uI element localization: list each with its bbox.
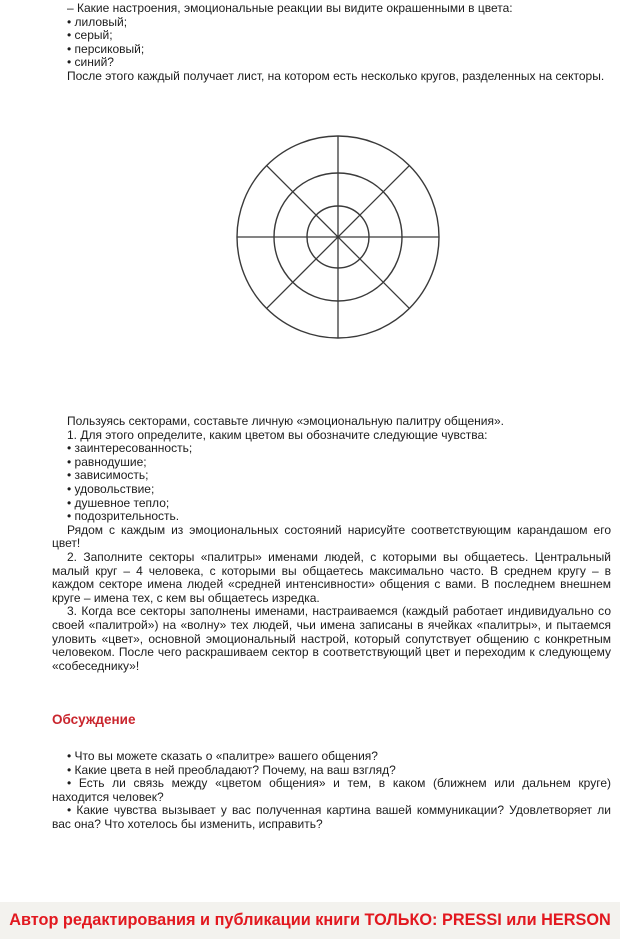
feeling-item-pleasure: • удовольствие; — [67, 481, 155, 496]
intro-section — [52, 2, 611, 84]
feeling-item-interest: • заинтересованность; — [67, 441, 193, 456]
feeling-item-warmth: • душевное тепло; — [67, 495, 170, 510]
feeling-item-dependence: • зависимость; — [67, 468, 149, 483]
instructions-step2: 2. Заполните секторы «палитры» именами людей, с которыми вы общаетесь. Центральный малый круг – 4 человека, с которыми вы общаетесь максимально часто. В среднем кругу – в каждом секторе имена людей «средней интенсивности» общения с вами. В последнем внешнем круге – имена тех, с кем вы общаетесь изредка. — [52, 549, 611, 605]
color-option-gray: • серый; — [67, 28, 113, 43]
footer-text: Автор редактирования и публикации книги ТОЛЬКО: PRESSI или HERSON — [9, 911, 611, 929]
instructions-lead: Пользуясь секторами, составьте личную «эмоциональную палитру общения». — [67, 414, 505, 428]
feeling-item-suspicion: • подозрительность. — [67, 509, 180, 524]
instructions-note: Рядом с каждым из эмоциональных состояний нарисуйте соответствующим карандашом его цвет! — [52, 522, 611, 551]
instructions-section — [52, 415, 611, 673]
communication-palette-diagram — [234, 133, 442, 341]
instructions-step3: 3. Когда все секторы заполнены именами, настраиваемся (каждый работает индивидуально со своей «палитрой») на «волну» тех людей, чьи имена записаны в ячейках «палитры», и пытаемся уловить «цвет», основной эмоциональный настрой, который сопутствует общению с конкретным человеком. После чего раскрашиваем сектор в соответствующий цвет и переходим к следующему «собеседнику»! — [52, 604, 611, 673]
intro-after-text: После этого каждый получает лист, на котором есть несколько кругов, разделенных на секторы. — [67, 68, 605, 83]
discussion-question: • Какие цвета в ней преобладают? Почему, на ваш взгляд? — [67, 762, 396, 777]
color-option-peach: • персиковый; — [67, 41, 145, 56]
discussion-question: • Какие чувства вызывает у вас полученная картина вашей коммуникации? Удовлетворяет ли вас она? Что хотелось бы изменить, исправить? — [52, 803, 611, 831]
discussion-question: • Что вы можете сказать о «палитре» вашего общения? — [67, 749, 378, 763]
discussion-question: • Есть ли связь между «цветом общения» и тем, в каком (ближнем или дальнем круге) находится человек? — [52, 776, 611, 804]
color-option-lilac: • лиловый; — [67, 14, 128, 29]
color-option-blue: • синий? — [67, 55, 114, 70]
feeling-item-indifference: • равнодушие; — [67, 454, 147, 469]
intro-question: – Какие настроения, эмоциональные реакции вы видите окрашенными в цвета: — [67, 1, 513, 15]
discussion-questions-section — [52, 750, 611, 832]
footer-band — [0, 902, 620, 939]
instructions-step1: 1. Для этого определите, каким цветом вы обозначите следующие чувства: — [67, 427, 488, 442]
discussion-heading: Обсуждение — [52, 712, 136, 727]
